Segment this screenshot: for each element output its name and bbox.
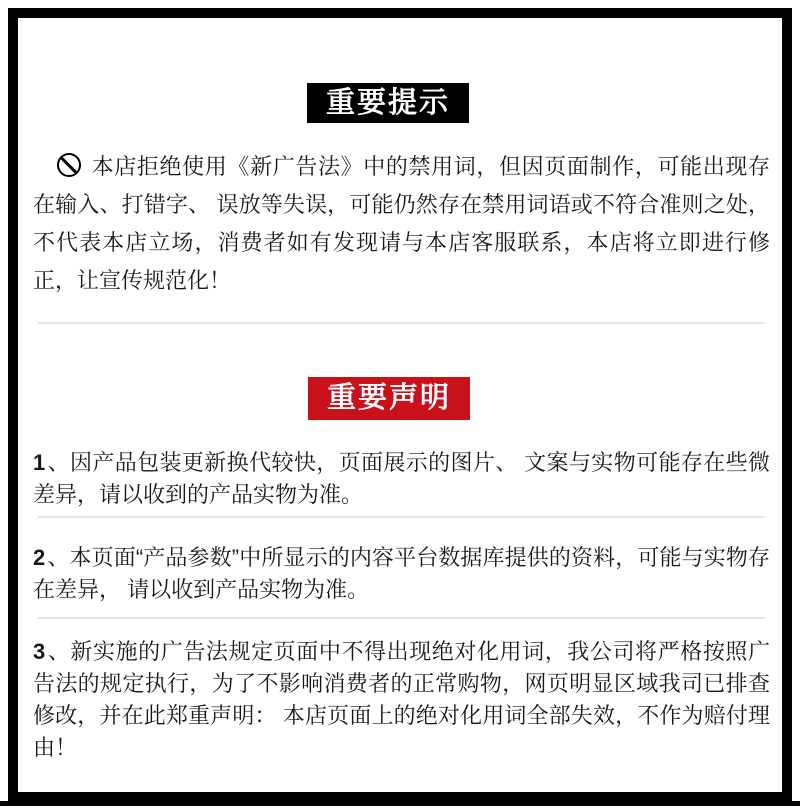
- statement-title: 重要声明: [326, 382, 451, 414]
- statement-title-banner: [308, 377, 470, 420]
- notice-body-text: 本店拒绝使用《新广告法》中的禁用词，但因页面制作，可能出现存在输入、打错字、 误放等失误，可能仍然存在禁用词语或不符合准则之处，不代表本店立场，消费者如有发现请与本店客服联系，本店将立即进行修正，让宣传规范化！: [33, 154, 770, 293]
- statement-item-1: [33, 447, 770, 511]
- prohibition-slash: [58, 154, 80, 176]
- divider: [38, 322, 765, 324]
- prohibition-icon: [57, 153, 81, 177]
- statement-item-2: [33, 542, 770, 606]
- divider: [38, 617, 765, 619]
- item-text: 、本页面“产品参数”中所显示的内容平台数据库提供的资料，可能与实物存在差异， 请以收到产品实物为准。: [33, 545, 770, 602]
- notice-title: 重要提示: [325, 86, 450, 119]
- item-number: 3: [33, 639, 46, 664]
- item-text: 、因产品包装更新换代较快，页面展示的图片、 文案与实物可能存在些微差异，请以收到的产品实物为准。: [33, 450, 770, 507]
- divider: [38, 516, 765, 518]
- item-number: 1: [33, 450, 46, 475]
- notice-body: [33, 148, 770, 300]
- item-number: 2: [33, 545, 46, 570]
- item-text: 、新实施的广告法规定页面中不得出现绝对化用词，我公司将严格按照广告法的规定执行，为了不影响消费者的正常购物，网页明显区域我司已排查修改，并在此郑重声明： 本店页面上的绝对化用词全部失效，不作为赔付理由！: [33, 639, 770, 760]
- notice-title-banner: [307, 83, 469, 123]
- statement-item-3: [33, 636, 770, 764]
- next-section-edge: [0, 801, 800, 806]
